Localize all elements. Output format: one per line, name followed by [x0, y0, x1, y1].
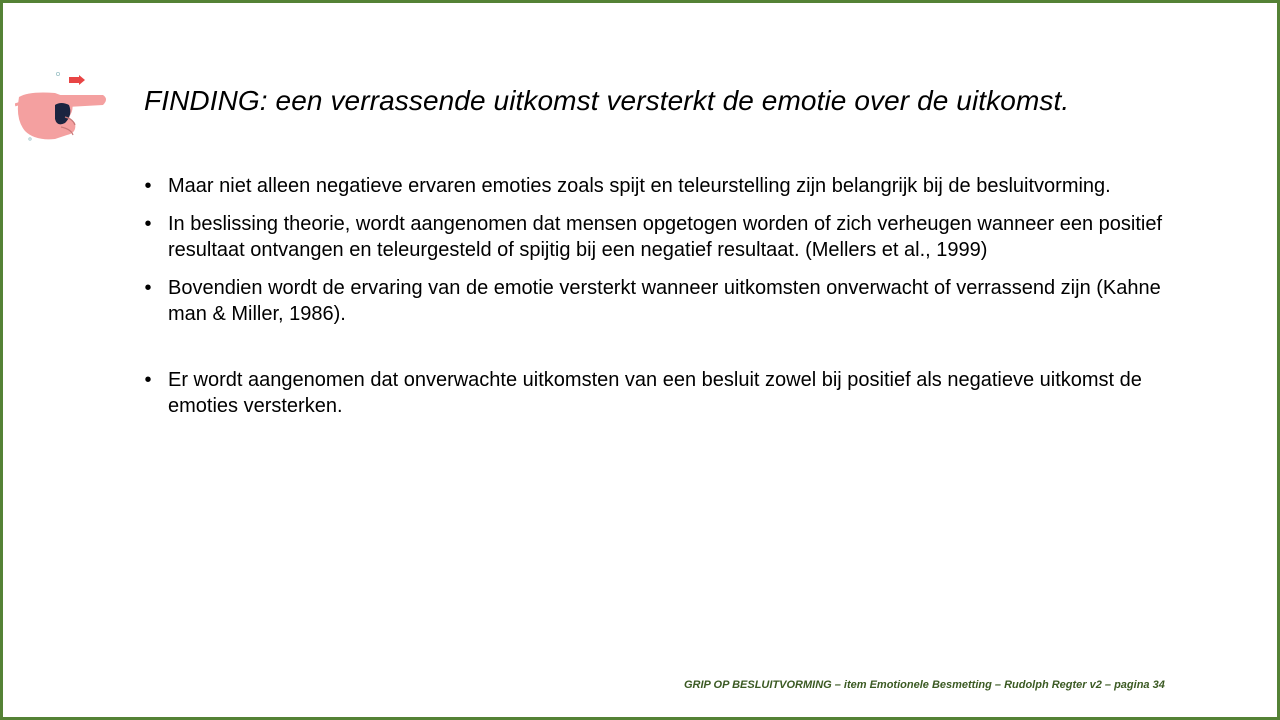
pointing-hand-icon — [15, 69, 113, 145]
bullet-text: Bovendien wordt de ervaring van de emotie versterkt wanneer uitkomsten onverwacht of verrassend zijn (Kahne man & Miller, 1986). — [168, 277, 1161, 325]
bullet-dot-icon: • — [144, 175, 152, 197]
bullet-text: Maar niet alleen negatieve ervaren emoties zoals spijt en teleurstelling zijn belangrijk bij de besluitvorming. — [168, 175, 1111, 197]
bullet-text: In beslissing theorie, wordt aangenomen dat mensen opgetogen worden of zich verheugen wanneer een positief resultaat ontvangen en teleurgesteld of spijtig bij een negatief resultaat. (Mellers et al., 1999) — [168, 213, 1162, 261]
slide-title: FINDING: een verrassende uitkomst versterkt de emotie over de uitkomst. — [144, 85, 1070, 116]
bullet-text: Er wordt aangenomen dat onverwachte uitkomsten van een besluit zowel bij positief als negatieve uitkomst de emoties versterken. — [168, 369, 1142, 417]
slide-footer: GRIP OP BESLUITVORMING – item Emotionele Besmetting – Rudolph Regter v2 – pagina 34 — [684, 679, 1165, 691]
bullet-item — [141, 367, 1171, 419]
bullet-item — [141, 211, 1171, 263]
bullet-dot-icon: • — [144, 213, 152, 235]
bullet-dot-icon: • — [144, 277, 152, 299]
bullet-item — [141, 173, 1171, 199]
bullet-list — [141, 173, 1171, 431]
bullet-item — [141, 275, 1171, 327]
bullet-dot-icon: • — [144, 369, 152, 391]
